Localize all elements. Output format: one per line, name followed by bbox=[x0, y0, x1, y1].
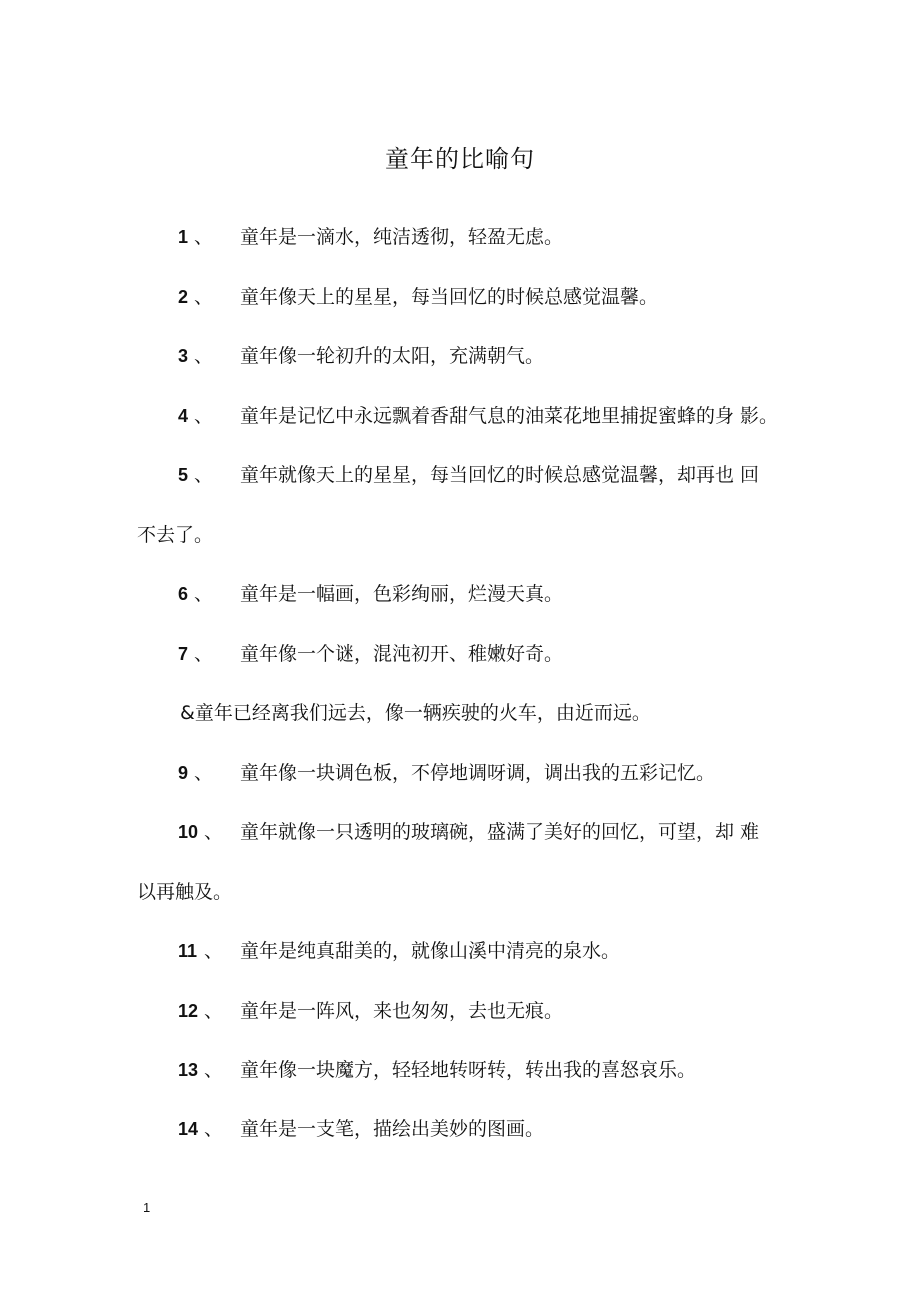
list-item bbox=[0, 1055, 920, 1085]
item-number: 5 bbox=[178, 465, 189, 485]
item-text: 童年是一滴水，纯洁透彻，轻盈无虑。 bbox=[240, 226, 564, 248]
item-number: 4 bbox=[178, 406, 189, 426]
item-number: 10 bbox=[178, 822, 199, 842]
item-text: 童年就像一只透明的玻璃碗，盛满了美好的回忆，可望，却 难 bbox=[240, 821, 760, 843]
item-number: 11 bbox=[178, 941, 198, 961]
item-separator: 、 bbox=[204, 940, 224, 962]
item-separator: 、 bbox=[204, 821, 224, 843]
list-item bbox=[0, 222, 920, 252]
item-number: 2 bbox=[178, 287, 189, 307]
item-separator: 、 bbox=[204, 1059, 224, 1081]
item-number: 3 bbox=[178, 346, 189, 366]
list-item bbox=[0, 758, 920, 788]
item-text: 童年像天上的星星，每当回忆的时候总感觉温馨。 bbox=[240, 286, 659, 308]
list-item bbox=[0, 996, 920, 1026]
list-item bbox=[0, 341, 920, 371]
item-text: 童年像一块调色板，不停地调呀调，调出我的五彩记忆。 bbox=[240, 762, 716, 784]
item-separator: 、 bbox=[194, 345, 214, 367]
item-separator: 、 bbox=[194, 643, 214, 665]
list-item bbox=[0, 460, 920, 490]
item-number: 6 bbox=[178, 584, 189, 604]
list-item-continuation bbox=[0, 520, 920, 550]
item-text: 童年是记忆中永远飘着香甜气息的油菜花地里捕捉蜜蜂的身 影。 bbox=[240, 405, 779, 427]
page-number: 1 bbox=[143, 1200, 151, 1215]
item-text: 童年就像天上的星星，每当回忆的时候总感觉温馨，却再也 回 bbox=[240, 464, 760, 486]
list-item bbox=[0, 936, 920, 966]
item-number: 9 bbox=[178, 763, 189, 783]
item-text-continuation: 以再触及。 bbox=[137, 881, 233, 903]
item-separator: 、 bbox=[194, 405, 214, 427]
list-item bbox=[0, 1114, 920, 1144]
list-item bbox=[0, 579, 920, 609]
item-text: 童年是一支笔，描绘出美妙的图画。 bbox=[240, 1118, 545, 1140]
item-separator: 、 bbox=[194, 583, 214, 605]
item-text-continuation: 不去了。 bbox=[137, 524, 214, 546]
item-number: 1 bbox=[178, 227, 189, 247]
item-text: 童年是一幅画，色彩绚丽，烂漫天真。 bbox=[240, 583, 564, 605]
list-item bbox=[0, 401, 920, 431]
list-item bbox=[0, 282, 920, 312]
item-text: &童年已经离我们远去，像一辆疾驶的火车，由近而远。 bbox=[180, 702, 651, 724]
item-text: 童年像一块魔方，轻轻地转呀转，转出我的喜怒哀乐。 bbox=[240, 1059, 697, 1081]
item-number: 12 bbox=[178, 1001, 199, 1021]
item-separator: 、 bbox=[194, 464, 214, 486]
document-title: 童年的比喻句 bbox=[385, 145, 535, 173]
item-text: 童年像一轮初升的太阳，充满朝气。 bbox=[240, 345, 545, 367]
item-number: 7 bbox=[178, 644, 189, 664]
list-item bbox=[0, 639, 920, 669]
item-number: 14 bbox=[178, 1119, 199, 1139]
item-text: 童年是纯真甜美的，就像山溪中清亮的泉水。 bbox=[240, 940, 621, 962]
item-separator: 、 bbox=[204, 1118, 224, 1140]
item-number: 13 bbox=[178, 1060, 199, 1080]
item-text: 童年像一个谜，混沌初开、稚嫩好奇。 bbox=[240, 643, 564, 665]
item-separator: 、 bbox=[204, 1000, 224, 1022]
list-item bbox=[0, 698, 920, 728]
item-separator: 、 bbox=[194, 286, 214, 308]
list-item bbox=[0, 817, 920, 847]
list-item-continuation bbox=[0, 877, 920, 907]
item-text: 童年是一阵风，来也匆匆，去也无痕。 bbox=[240, 1000, 564, 1022]
item-separator: 、 bbox=[194, 762, 214, 784]
item-separator: 、 bbox=[194, 226, 214, 248]
